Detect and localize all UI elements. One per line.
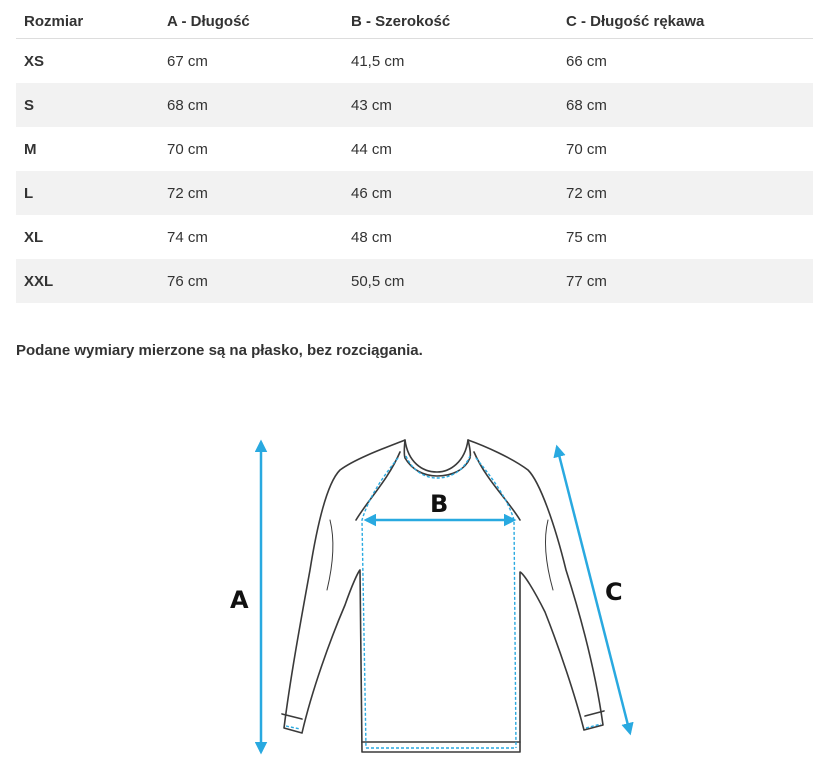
width-cell: 44 cm bbox=[351, 140, 392, 158]
header-width: B - Szerokość bbox=[343, 4, 558, 39]
shirt-outline bbox=[282, 440, 604, 752]
table-row bbox=[16, 39, 813, 84]
table-row bbox=[16, 215, 813, 259]
size-cell: S bbox=[16, 83, 159, 127]
width-cell: 43 cm bbox=[343, 83, 558, 127]
width-cell: 46 cm bbox=[343, 171, 558, 215]
table-row bbox=[16, 83, 813, 127]
table-row bbox=[16, 171, 813, 215]
header-sleeve-length: C - Długość rękawa bbox=[558, 4, 813, 39]
length-cell: 70 cm bbox=[167, 140, 208, 158]
length-cell: 68 cm bbox=[159, 83, 343, 127]
measurement-note: Podane wymiary mierzone są na płasko, bez rozciągania. bbox=[16, 342, 423, 359]
label-c: C bbox=[605, 578, 623, 606]
size-cell: XXL bbox=[16, 259, 159, 303]
header-size: Rozmiar bbox=[16, 4, 159, 39]
shirt-measurement-diagram bbox=[200, 420, 660, 770]
size-cell: L bbox=[16, 171, 159, 215]
width-cell: 41,5 cm bbox=[351, 52, 405, 70]
length-cell: 67 cm bbox=[167, 52, 208, 70]
length-cell: 74 cm bbox=[167, 228, 208, 246]
length-cell: 76 cm bbox=[159, 259, 343, 303]
header-length: A - Długość bbox=[159, 4, 343, 39]
label-a: A bbox=[230, 586, 249, 614]
sleeve-cell: 70 cm bbox=[566, 140, 607, 158]
size-cell: M bbox=[24, 140, 37, 158]
width-cell: 50,5 cm bbox=[343, 259, 558, 303]
sleeve-cell: 68 cm bbox=[558, 83, 813, 127]
sleeve-cell: 75 cm bbox=[566, 228, 607, 246]
sleeve-cell: 66 cm bbox=[566, 52, 607, 70]
label-b: B bbox=[430, 490, 449, 518]
size-cell: XS bbox=[24, 52, 45, 70]
table-header-row bbox=[16, 4, 813, 39]
size-table bbox=[16, 4, 813, 303]
table-row bbox=[16, 127, 813, 171]
sleeve-cell: 72 cm bbox=[558, 171, 813, 215]
length-cell: 72 cm bbox=[159, 171, 343, 215]
table-row bbox=[16, 259, 813, 303]
width-cell: 48 cm bbox=[351, 228, 392, 246]
size-cell: XL bbox=[24, 228, 44, 246]
sleeve-cell: 77 cm bbox=[558, 259, 813, 303]
